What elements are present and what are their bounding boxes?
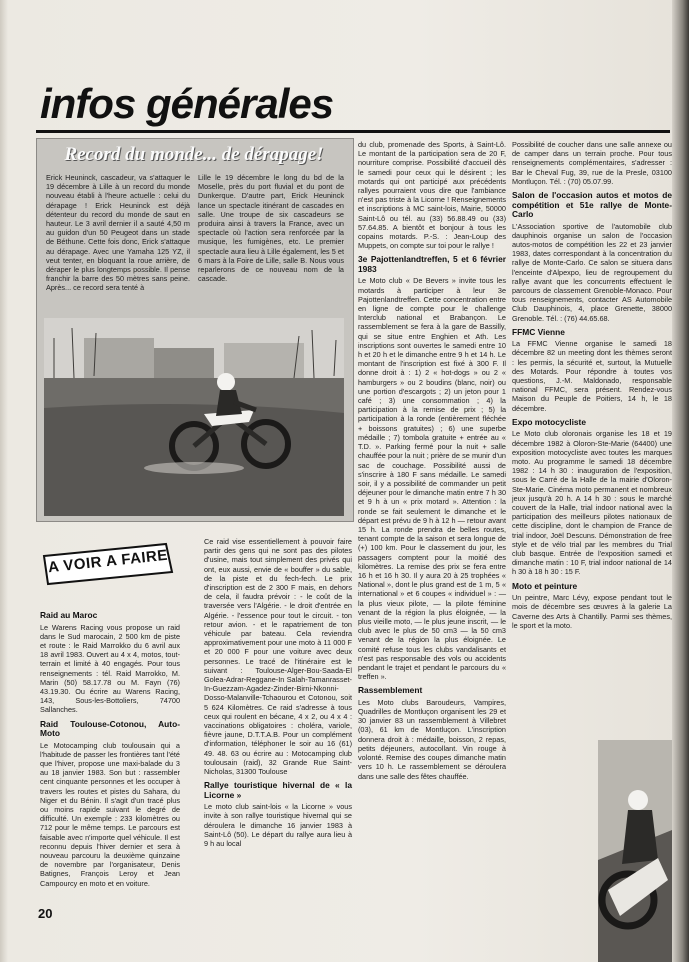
stunt-photo	[44, 318, 344, 516]
record-left-text: Erick Heuninck, cascadeur, va s'attaquer le 19 décembre à Lille à un record du monde nouveau établi à l'heure actuelle : celui du dérapage ! Erick Heuninck est déjà détenteur du record du monde de saut en hauteur. Le 3 avril dernier il a sauté 4,50 m au guidon d'un 50 Peugeot dans un stade de Béthune. Cette fois donc, Erick s'attaque au dérapage. Avec une Yamaha 125 YZ, il veut tenter, en bloquant la roue arrière, de déraper le plus longtemps possible. Il pense franchir la barre des 50 mètres sans peine. Après... ce record sera tenté à	[46, 173, 190, 293]
text-rassemblement: Les Moto clubs Baroudeurs, Vampires, Quadrilles de Montluçon organisent les 29 et 30 janvier 83 un rassemblement à Villebret (03), 61 km de Montluçon. L'inscription donnera droit à : médaille, boisson, 2 repas, petits déjeuners, autocollant. Vin rouge à volonté. Remise des coupes dimanche matin vers 10 h. Le rassemblement se déroulera dans une salle des fêtes chauffée.	[358, 697, 506, 781]
text-raid-toulouse: Le Motocamping club toulousain qui a l'habitude de passer les frontières tant l'été que l'hiver, propose une maxi-balade du 3 au 18 janvier 1983. Son but : rassembler cent cinquante personnes et les occuper à travers les routes et pistes du Sahara, du Niger et du Bénin. Il s'agit d'un tracé plus ou moins rapide suivant le degré de difficulté. Un exemple : 233 kilomètres ou 712 pour le même temps. Le parcours est faisable avec n'importe quel véhicule. Il est reconnu depuis l'hiver dernier et sera à nouveau parcouru la deuxième quinzaine de novembre par l'organisateur, Denis Batignes, François Leroy et Jean Campourcy en moto et en voiture.	[40, 740, 180, 888]
text-raid-details: Ce raid vise essentiellement à pouvoir faire partir des gens qui ne sont pas des pilotes d'usine, mais tout simplement des privés qui ont, eux aussi, envie de « bouffer » du sable, de la piste et du fech-fech. Le prix d'inscription est de 2 300 F mais, en dehors de cela, il faudra prévoir : - le coût de la traversée vers l'Algérie. - le droit d'entrée en Algérie. - l'essence pour tout le circuit. - ton retour avion. - et le rapatriement de ton véhicule par bateau. Cela reviendra approximativement pour une moto à 11 000 F et 20 000 F pour une voiture avec deux personnes. Le tracé de l'itinéraire est le suivant : Toulouse-Alger-Bou-Saada-El Golea-Adrar-Reggane-In Salah-Tamanrasset-In-Guezzam-Agadez-Zinder-Birni-Nkonni-Dosso-Malanville-Tchaourou et Cotonou, soit 5 624 Kilomètres. Ce raid s'adresse à tous ceux qui roulent en bécane, 4 x 2, ou 4 x 4 : vaccinations obligatoires : choléra, variole, fièvre jaune, D.T.T.A.B. Pour un complément d'information, téléphoner le soir au 16 (61) 49. 48. 63 ou écrire au : Motocamping club toulousain (raid), 32 Grande Rue Saint-Nicholas, 31300 Toulouse	[204, 537, 352, 777]
section-headline: infos générales	[40, 80, 334, 127]
text-rallye-licorne: Le moto club saint-lois « la Licorne » vous invite à son rallye touristique hivernal qui se déroulera le dimanche 16 janvier 1983 à Saint-Lô (50). Le départ du rallye aura lieu à 9 h au local	[204, 802, 352, 849]
margin-shadow	[0, 0, 8, 962]
page-number: 20	[38, 906, 53, 921]
heading-raid-toulouse: Raid Toulouse-Cotonou, Auto-Moto	[40, 718, 180, 739]
heading-rallye-licorne: Rallye touristique hivernal de « la Licorne »	[204, 780, 352, 800]
stamp-text: A VOIR A FAIRE	[47, 546, 169, 577]
headline-rule	[36, 130, 670, 133]
column-2	[204, 537, 352, 959]
rider-photo-drawing	[598, 740, 672, 962]
text-coucher: Possibilité de coucher dans une salle annexe ou de camper dans un terrain proche. Pour tous renseignements complémentaires, s'adresser : Bar le Cheval Fug, 39, rue de la Presle, 03100 Montluçon. Tél. : (70) 05.07.99.	[512, 140, 672, 186]
text-pajottenland: Le Moto club « De Bevers » invite tous les motards à participer à leur 3e Pajottenlandtreffen. Cette concentration entre en ligne de compte pour le challenge Interclub national et Brabançon. Le rassemblement se fera à la gare de Bassilly, qui se situe entre Enghien et Ath. Les inscriptions sont ouvertes le samedi entre 10 h et 20 h et le dimanche entre 9 h et 14 h. Le montant de l'inscription est fixé à 300 F. Il donne droit à : 1) 2 « hot-dogs » ou 2 « hamburgers » ou 2 boudins (blanc, noir) ou une portion d'escargots ; 2) un jeton pour 1 café ; 3) une consommation ; 4) la participation à la remise de prix ; 5) la participation à la ronde (entièrement fléchée + boissons gratuites) ; 6) une superbe médaille ; 7) tombola gratuite + entrée au « T.D. ». Parking fermé pour la nuit + salle chauffée pour la nuit ; prière de se munir d'un sac de couchage. Possibilité aussi de s'inscrire à 180 F sans médaille. Le samedi soir, il y a possibilité de commander un petit déjeuner pour le dimanche matin entre 7 h 30 et 9 h à un « prix motard ». Attention : la ronde se fait seulement le dimanche et le départ est prévu de 9 h à 12 h — retour avant 15 h. La ronde prendra de belles routes, tenant compte de la saison et sera longue de (+) 100 km. Pour le classement du jour, les passagers comptent pour la moitié des kilomètres. La remise des prix se fera entre 16 h et 16 h 30. Il y aura 20 à 25 trophées « National », dont le plus grand est de 1 m, 5 « international » et 6 coupes « individuel » : — la plus vieux pilote, — la pilote féminine venant de la région la plus éloignée, — la plus vieille moto, — le plus jeune inscrit, — le club avec le plus de 50 cm3 — la 50 cm3 venant de la région la plus éloignée. Le comité refuse tous les clubs vandalisants et n'est pas responsable des vols ou accidents pendant le trajet et pendant le parcours du « treffen ».	[358, 276, 506, 682]
text-expo-moto: Le Moto club oloronais organise les 18 et 19 décembre 1982 à Oloron-Ste-Marie (64400) une exposition motocycliste avec toutes les marques moto. Au programme le samedi 18 décembre 1982 : 14 h 30 : inauguration de l'exposition, sous le Carré de la Halle de la mairie d'Oloron-Ste-Marie. Cinéma moto permanent et nombreux jeux jusqu'à 20 h. A 14 h 30 : sous le marché couvert de la Halle, trial indoor national avec la participation des meilleurs pilotes nationaux de cette discipline, dont le champion de France de trial indoor, Joël Descuns. Démonstration de free style et de vélo trial par les membres du Trial club basque. Entrée de l'exposition samedi et dimanche matin : 10 F, trial indoor national de 14 h 30 à 18 h 30 : 15 F.	[512, 429, 672, 577]
heading-salon-occasion: Salon de l'occasion autos et motos de compétition et 51e rallye de Monte-Carlo	[512, 190, 672, 220]
text-raid-maroc: Le Warens Racing vous propose un raid dans le Sud marocain, 2 500 km de piste et route : le Raid Marrokko du 6 avril aux 18 avril 1983. Ouvert au 4 x 4, motos, tout-terrain et limité à 40 engagés. Pour tous renseignements : tél. Raid Marrokko, M. Marin (50) 58.17.78 ou M. Fayn (76) 43.19.30. Ou écrire au Warens Racing, 143, Sous-les-Bottoliers, 74700 Sallanches.	[40, 622, 180, 715]
column-1	[40, 606, 180, 906]
record-title: Record du monde... de dérapage!	[64, 144, 324, 165]
heading-ffmc-vienne: FFMC Vienne	[512, 326, 565, 337]
heading-pajottenland: 3e Pajottenlandtreffen, 5 et 6 février 1983	[358, 254, 506, 274]
heading-raid-maroc: Raid au Maroc	[40, 610, 98, 620]
page-binding-edge	[672, 0, 689, 962]
column-3	[358, 140, 506, 958]
text-licorne-continued: du club, promenade des Sports, à Saint-Lô. Le montant de la participation sera de 20 F, nourriture comprise. Possibilité d'accueil dès le samedi pour ceux qui le désirent ; les motards qui ont participé aux précédents rallyes pourraient vous dire que l'ambiance n'est pas triste à la Licorne ! Renseignements et inscriptions à MC saint-lois, Mairie, 50000 Saint-Lô ou tél. au (33) 56.88.49 ou (33) 57.64.85. A bientôt et bonjour à tous les copains motards. P.-S. : Jean-Loup des Muppets, on compte sur toi pour le rallye !	[358, 140, 506, 251]
rider-photo	[598, 740, 672, 962]
heading-moto-peinture: Moto et peinture	[512, 580, 578, 591]
column-4	[512, 140, 672, 736]
heading-rassemblement: Rassemblement	[358, 685, 423, 696]
text-ffmc-vienne: La FFMC Vienne organise le samedi 18 décembre 82 un meeting dont les thèmes seront : les permis, la sécurité et, surtout, la Mutuelle des Motards. Pour répondre à toutes vos questions, J.-M. Maldonado, responsable national FFMC, sera présent. Rendez-vous Maison du Peuple de Poitiers, 14 h, le 18 décembre.	[512, 339, 672, 413]
text-salon-occasion: L'Association sportive de l'automobile club dauphinois organise un salon de l'occasion autos-motos de compétition les 22 et 23 janvier 1983, dates correspondant à la concentration du rallye de Monte-Carlo. Ce salon se situera dans l'enceinte d'Alpexpo, lieu de regroupement du rallye avant que les concurrents effectuent le parcours de classement Grenoble-Monaco. Pour tous renseignements, contacter AS Automobile Club Dauphinois, 4, place Grenette, 38000 Grenoble. Tél. : (76) 44.65.68.	[512, 221, 672, 323]
record-right-text: Lille le 19 décembre le long du bd de la Moselle, près du port fluvial et du pont de Dunkerque. D'autre part, Erick Heuninck lance un spectacle itinérant de cascades en salle. Une troupe de six cascadeurs se produira ainsi à travers la France, avec un spectacle où l'action sera renforcée par la musique, les fumigènes, etc. Le premier spectacle aura lieu à Lille également, les 5 et 6 mars à la Foire de Lille, salle B. Nous vous reparlerons de ce nouveau nom de la cascade.	[198, 173, 344, 284]
heading-expo-moto: Expo motocycliste	[512, 416, 587, 427]
text-moto-peinture: Un peintre, Marc Lévy, expose pendant tout le mois de décembre ses œuvres à la galerie La Caverne des Arts à Chantilly. Parmi ses thèmes, le sport et la moto.	[512, 593, 672, 630]
stunt-photo-drawing	[44, 318, 344, 516]
